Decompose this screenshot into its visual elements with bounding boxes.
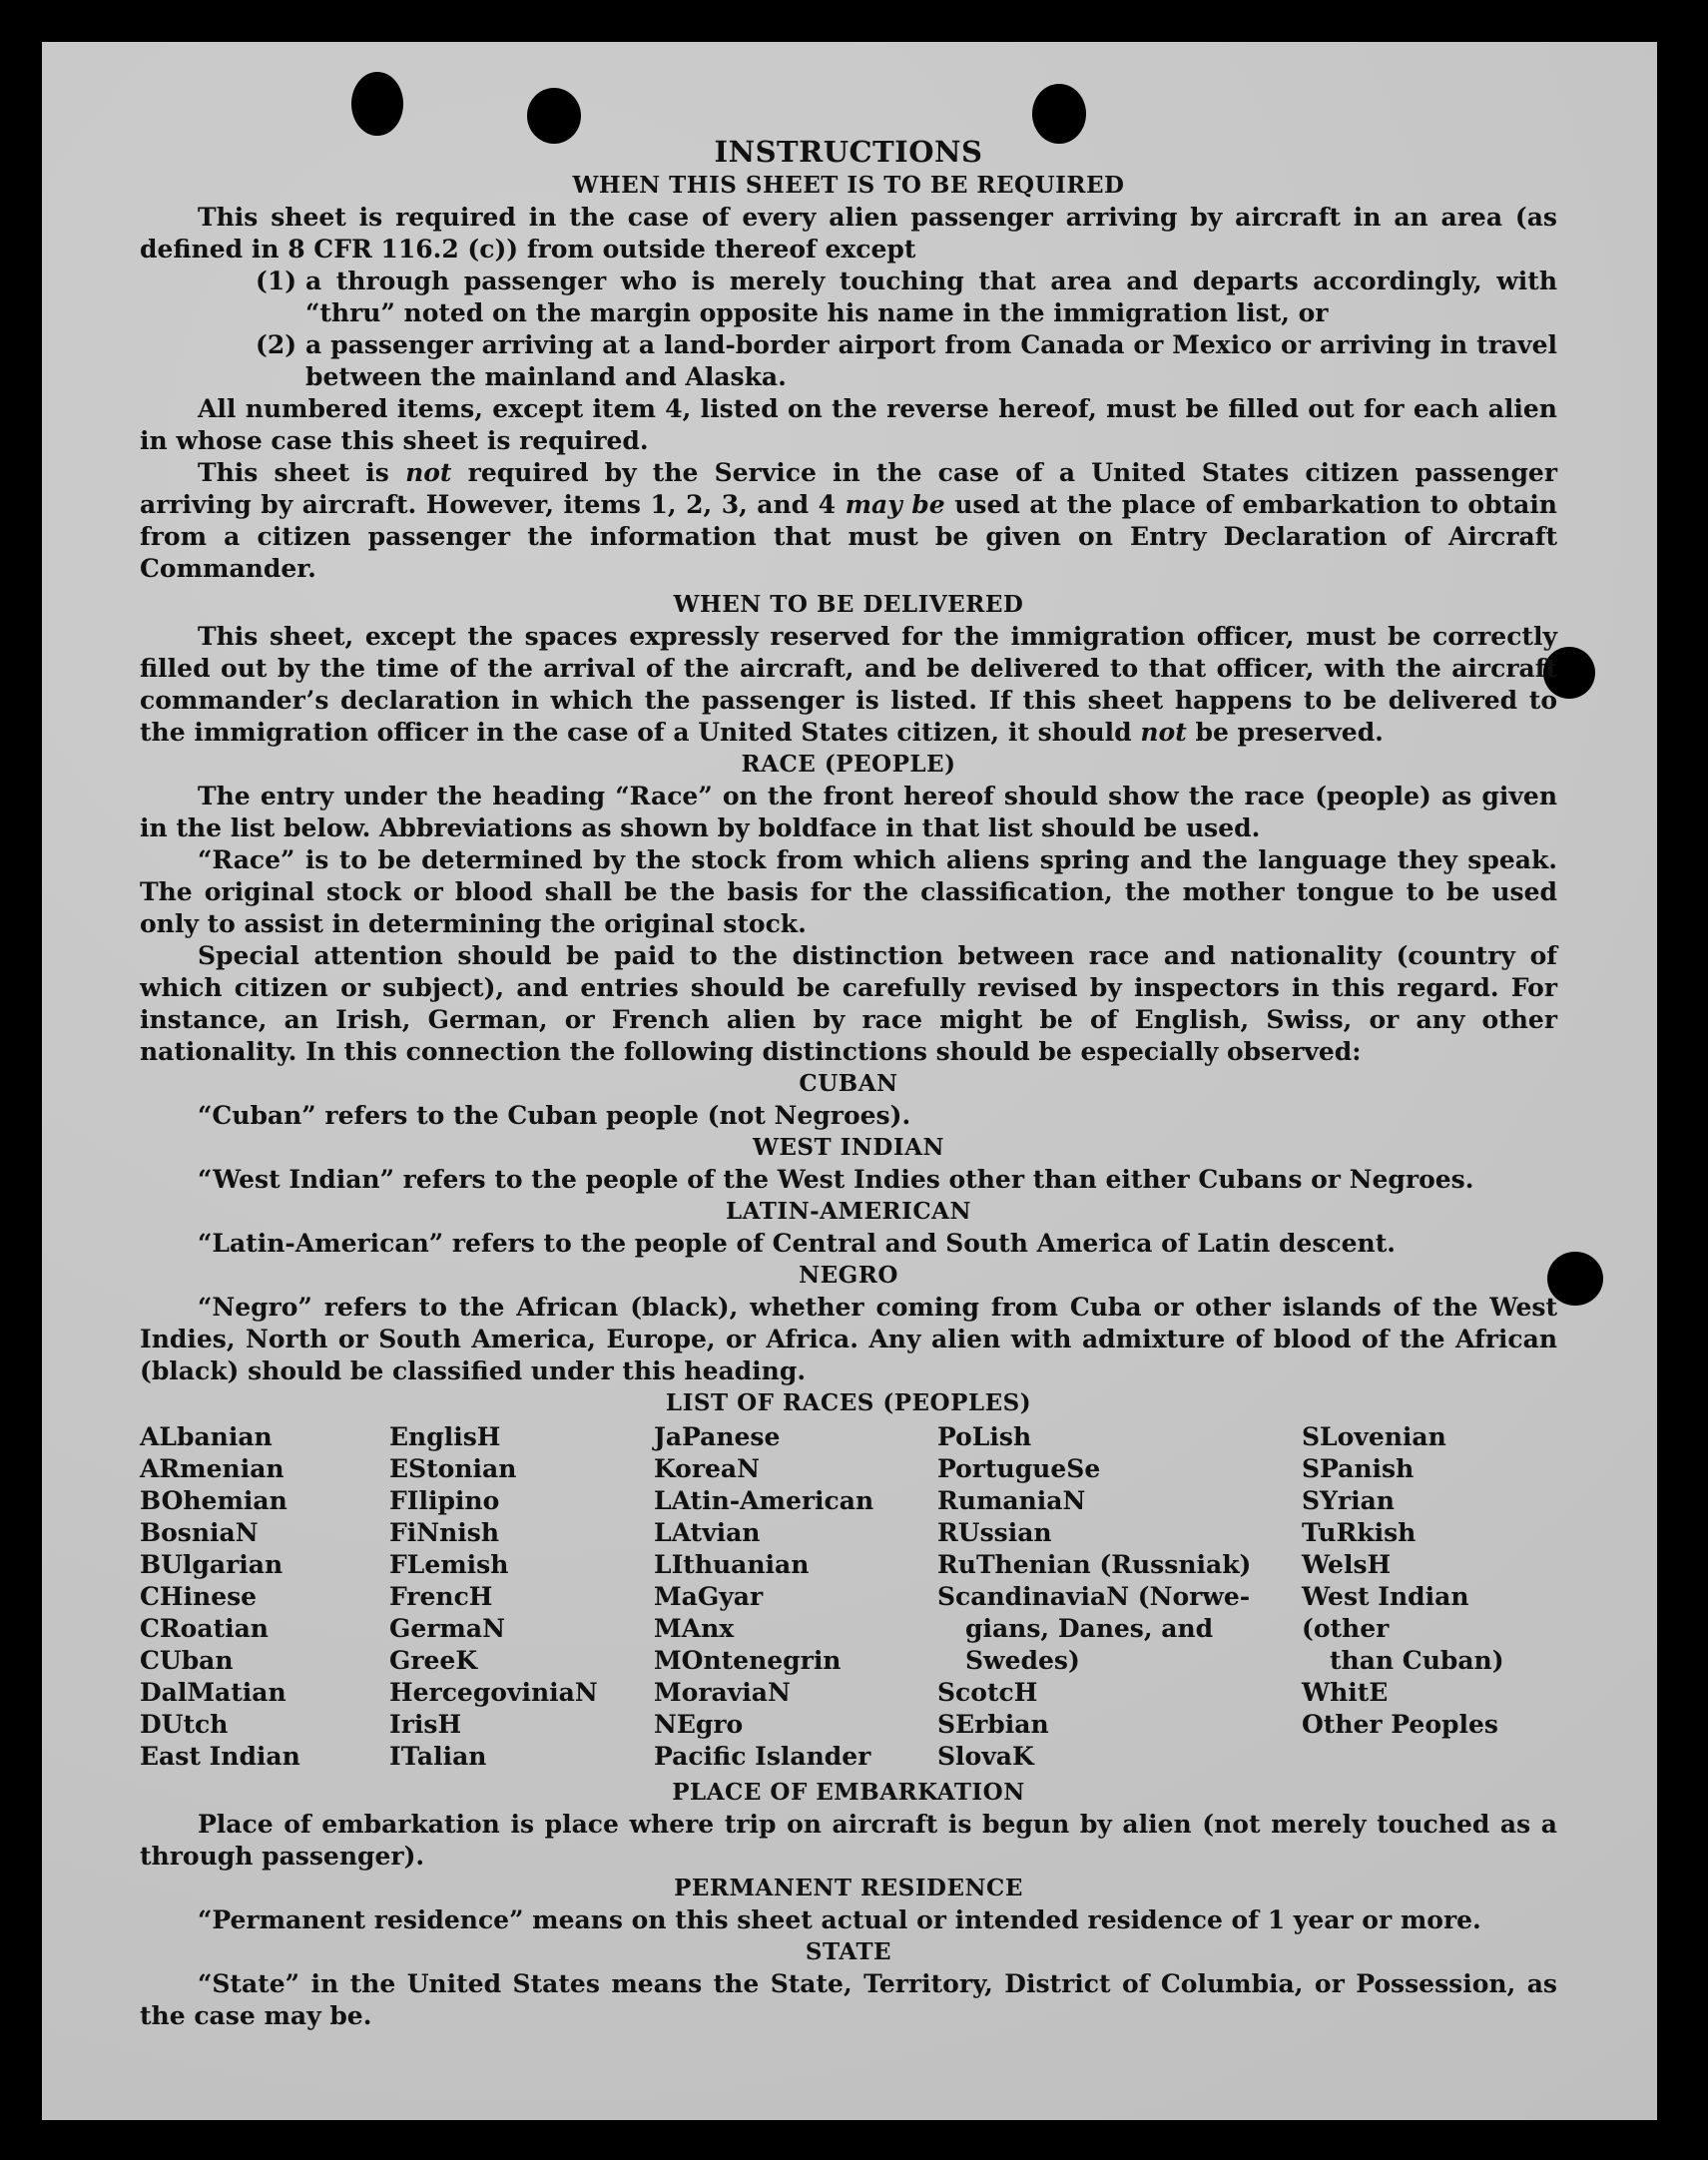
race-entry: HercegoviniaN <box>389 1678 598 1707</box>
race-entry: IrisH <box>389 1710 462 1739</box>
race-entry: SPanish <box>1302 1454 1415 1483</box>
race-entry: BosniaN <box>140 1518 259 1547</box>
emphasis-text: not <box>405 458 452 487</box>
race-entry: ARmenian <box>140 1454 285 1483</box>
race-para1: The entry under the heading “Race” on the front hereof should show the race (people) as given in the list below. Abbreviations as shown by boldface in that list should be used. <box>140 782 1557 842</box>
when-delivered-text <box>140 621 1557 749</box>
cuban-text: “Cuban” refers to the Cuban people (not Negroes). <box>198 1101 911 1130</box>
race-entry: TuRkish <box>1302 1518 1417 1547</box>
west-indian-text: “West Indian” refers to the people of the West Indies other than either Cubans or Negroes. <box>198 1165 1474 1194</box>
when-required-intro: This sheet is required in the case of every alien passenger arriving by aircraft in an area (as defined in 8 CFR 116.2 (c)) from outside thereof except <box>140 203 1557 264</box>
emphasis-text: not <box>1140 718 1187 747</box>
numbered-item <box>256 266 1557 329</box>
race-entry: MOntenegrin <box>654 1646 842 1675</box>
when-required-para3 <box>140 457 1557 585</box>
item-text: a through passenger who is merely touching that area and departs accordingly, with “thru” noted on the margin opposite his name in the immigration list, or <box>305 267 1557 327</box>
race-entry: MoraviaN <box>654 1678 791 1707</box>
races-column <box>1302 1421 1557 1773</box>
race-entry: LAtin-American <box>654 1486 874 1515</box>
embarkation-text: Place of embarkation is place where trip on aircraft is begun by alien (not merely touched as a through passenger). <box>140 1810 1557 1871</box>
race-entry-continued: gians, Danes, and <box>965 1614 1214 1643</box>
race-entry: EStonian <box>389 1454 517 1483</box>
race-entry: NEgro <box>654 1710 744 1739</box>
race-entry: DUtch <box>140 1710 229 1739</box>
text-run: This sheet is <box>198 458 406 487</box>
race-entry: EnglisH <box>389 1422 501 1451</box>
race-entry: ALbanian <box>140 1422 273 1451</box>
race-entry: JaPanese <box>654 1422 781 1451</box>
race-entry-continued: Swedes) <box>965 1646 1080 1675</box>
race-entry: WhitE <box>1302 1678 1389 1707</box>
races-column <box>937 1421 1302 1773</box>
race-entry: GreeK <box>389 1646 478 1675</box>
race-entry: LIthuanian <box>654 1550 810 1579</box>
item-number: (1) <box>256 267 297 295</box>
page-title: INSTRUCTIONS <box>714 135 983 169</box>
race-entry: ScotcH <box>937 1678 1038 1707</box>
state-text: “State” in the United States means the State, Territory, District of Columbia, or Possession, as the case may be. <box>140 1969 1557 2030</box>
race-entry: CHinese <box>140 1582 258 1611</box>
race-entry: LAtvian <box>654 1518 761 1547</box>
document-page <box>42 42 1657 2120</box>
race-entry: FLemish <box>389 1550 509 1579</box>
race-entry: SlovaK <box>937 1742 1034 1771</box>
race-entry: RuThenian (Russniak) <box>937 1550 1252 1579</box>
section-heading-cuban: CUBAN <box>799 1070 898 1097</box>
race-entry: RumaniaN <box>937 1486 1086 1515</box>
text-run: be preserved. <box>1186 718 1384 747</box>
race-para2: “Race” is to be determined by the stock from which aliens spring and the language they speak. The original stock or blood shall be the basis for the classification, the mother tongue to be used only to assist in determining the original stock. <box>140 845 1557 938</box>
race-para3: Special attention should be paid to the distinction between race and nationality (country of which citizen or subject), and entries should be carefully revised by inspectors in this regard. For instance, an Irish, German, or French alien by race might be of English, Swiss, or any other nationality. In this connection the following distinctions should be especially observed: <box>140 941 1557 1066</box>
race-entry: MAnx <box>654 1614 735 1643</box>
section-heading-west-indian: WEST INDIAN <box>753 1134 944 1161</box>
race-entry: FIlipino <box>389 1486 500 1515</box>
race-entry: FrencH <box>389 1582 493 1611</box>
races-list <box>140 1421 1557 1773</box>
text-run: used at the place of embarkation to obtain from a citizen passenger the information that must be given on Entry Declaration of Aircraft Commander. <box>140 490 1557 583</box>
race-entry: PortugueSe <box>937 1454 1101 1483</box>
section-heading-when-delivered: WHEN TO BE DELIVERED <box>673 591 1024 618</box>
races-column <box>140 1421 389 1773</box>
numbered-item <box>256 329 1557 393</box>
race-entry: Pacific Islander <box>654 1742 871 1771</box>
race-entry: SErbian <box>937 1710 1049 1739</box>
section-heading-state: STATE <box>805 1938 892 1965</box>
residence-text: “Permanent residence” means on this sheet actual or intended residence of 1 year or more. <box>198 1905 1481 1934</box>
races-column <box>654 1421 937 1773</box>
race-entry: CRoatian <box>140 1614 269 1643</box>
text-run: required by the Service in the case of a United States citizen passenger arriving by aircraft. However, items 1, 2, 3, and 4 <box>140 458 1557 519</box>
race-entry: ScandinaviaN (Norwe- <box>937 1582 1251 1611</box>
race-entry: ITalian <box>389 1742 487 1771</box>
race-entry: Other Peoples <box>1302 1710 1498 1739</box>
race-entry: WelsH <box>1302 1550 1392 1579</box>
punch-hole <box>351 72 403 136</box>
instructions-content <box>140 134 1557 2032</box>
race-entry: DalMatian <box>140 1678 286 1707</box>
races-column <box>389 1421 654 1773</box>
section-heading-list-of-races: LIST OF RACES (PEOPLES) <box>665 1389 1032 1416</box>
when-required-para2: All numbered items, except item 4, listed on the reverse hereof, must be filled out for each alien in whose case this sheet is required. <box>140 394 1557 455</box>
section-heading-when-required: WHEN THIS SHEET IS TO BE REQUIRED <box>572 172 1125 199</box>
item-number: (2) <box>256 330 297 359</box>
race-entry: BOhemian <box>140 1486 287 1515</box>
text-run: This sheet, except the spaces expressly reserved for the immigration officer, must be correctly filled out by the time of the arrival of the aircraft, and be delivered to that officer, with the aircraft commander’s declaration in which the passenger is listed. If this sheet happens to be delivered to the immigration officer in the case of a United States citizen, it should <box>140 622 1557 747</box>
race-entry: East Indian <box>140 1742 300 1771</box>
negro-text: “Negro” refers to the African (black), whether coming from Cuba or other islands of the West Indies, North or South America, Europe, or Africa. Any alien with admixture of blood of the African (black) should be classified under this heading. <box>140 1293 1557 1385</box>
race-entry: PoLish <box>937 1422 1032 1451</box>
emphasis-text: may be <box>845 490 945 519</box>
race-entry: CUban <box>140 1646 234 1675</box>
item-text: a passenger arriving at a land-border airport from Canada or Mexico or arriving in travel between the mainland and Alaska. <box>305 330 1557 391</box>
race-entry: RUssian <box>937 1518 1052 1547</box>
race-entry: SLovenian <box>1302 1422 1446 1451</box>
section-heading-residence: PERMANENT RESIDENCE <box>674 1875 1023 1901</box>
race-entry: SYrian <box>1302 1486 1395 1515</box>
race-entry: MaGyar <box>654 1582 764 1611</box>
race-entry: BUlgarian <box>140 1550 284 1579</box>
race-entry: FiNnish <box>389 1518 500 1547</box>
race-entry-continued: than Cuban) <box>1330 1646 1504 1675</box>
section-heading-race: RACE (PEOPLE) <box>741 751 956 778</box>
race-entry: West Indian (other <box>1302 1582 1469 1643</box>
section-heading-negro: NEGRO <box>799 1262 898 1289</box>
race-entry: KoreaN <box>654 1454 760 1483</box>
section-heading-latin-american: LATIN-AMERICAN <box>725 1198 972 1225</box>
race-entry: GermaN <box>389 1614 505 1643</box>
latin-american-text: “Latin-American” refers to the people of Central and South America of Latin descent. <box>198 1229 1396 1258</box>
section-heading-embarkation: PLACE OF EMBARKATION <box>672 1779 1025 1806</box>
